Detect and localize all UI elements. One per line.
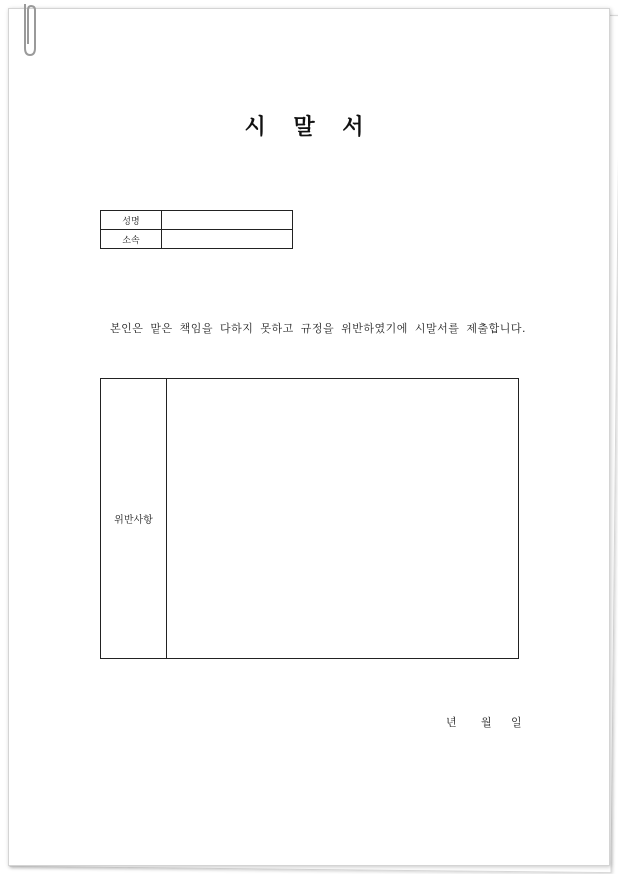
name-label: 성명 [101,211,162,230]
name-field[interactable] [162,211,293,230]
info-row-name [101,211,293,230]
violation-box [100,378,519,659]
violation-label: 위반사항 [101,379,167,658]
statement-text: 본인은 맡은 책임을 다하지 못하고 규정을 위반하였기에 시말서를 제출합니다. [110,322,526,335]
date-day: 일 [511,716,522,729]
date-line [446,714,522,730]
date-month: 월 [481,716,492,729]
date-year: 년 [446,716,457,729]
department-label: 소속 [101,230,162,249]
violation-content-field[interactable] [167,379,518,658]
info-table [100,210,293,249]
info-row-department [101,230,293,249]
document-title: 시 말 서 [244,115,374,140]
department-field[interactable] [162,230,293,249]
paperclip-icon [18,0,40,58]
